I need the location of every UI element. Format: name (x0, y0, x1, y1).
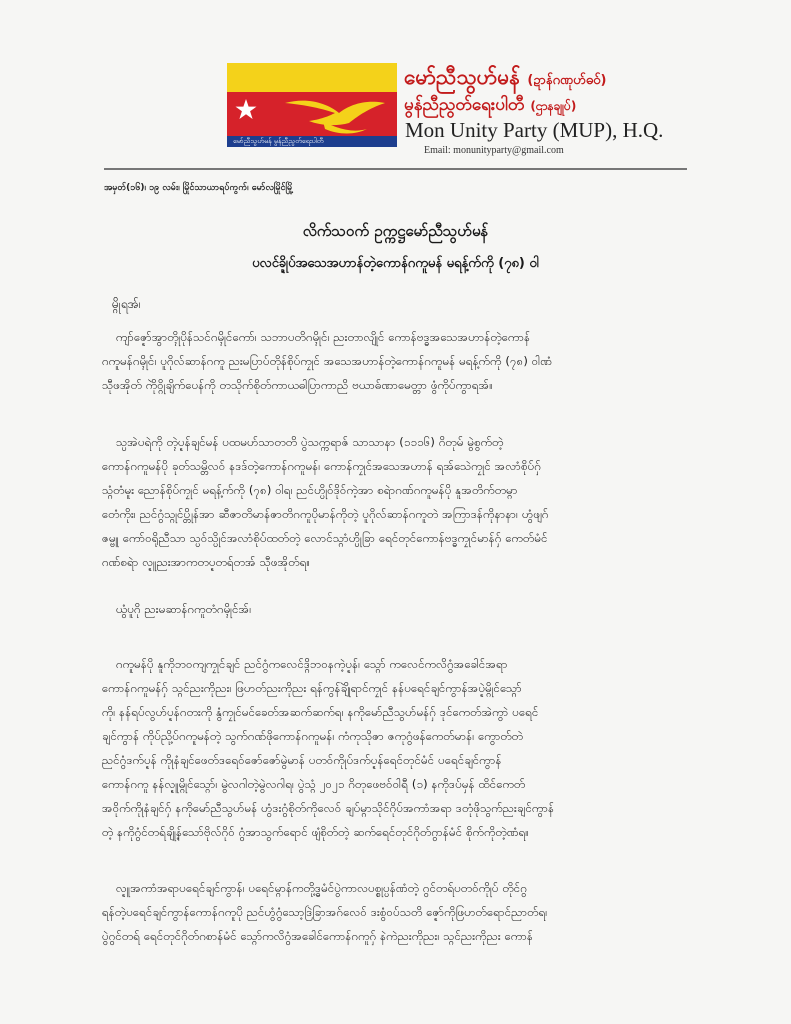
letter-subtitle: ပလင်ခ္ဍိုပ်အသေအဟာန်တဲ့ကောန်ဂကူမန် မရန့်က်ကို (၇၈) ဝါ (252, 256, 539, 271)
paragraph-4-line-7: အဝိုက်ကိုုနံချင်ဂှ် နကိုမော်ညီသွဟ်မန် ဟွံဒးဂွံစိုတ်ကိုလေဝ် ချပ်မ္ဂာသိုင်ဂိုပ်အကာံအရာ ဒတုံဖိုသွက်ညးချင်ကွာန် (102, 801, 555, 815)
paragraph-4-line-4: ချင်ကွာန် ကိုပ်ညို့ပ်ဂကူမန်တဲ့ သွက်ဂဏ်ဖိုကောန်ဂကူမန်၊ ကံကုသိုဇာ ဇကုဂွံဖန်ကေတ်မာန်၊ ကွောတ်တဲ (102, 729, 524, 743)
paragraph-4-line-1: ဂကူမန်ပို နူကိုဘဝကျကၠုင်ချင် ညင်ဂွံကလေင်ဒ္ဂိဘဝနကဲ့ပ္ဍန်၊ သ္ဂော် ကလေင်ကလိဂွံအခေါင်အရာ (116, 657, 508, 671)
org-name-english: Mon Unity Party (MUP), H.Q. (405, 118, 664, 142)
paragraph-1-line-3: သီုဖအိုတ် ကိုဲဝ္ဂိုချိက်ပေန်ကို တသိုက်စိုတ်ကာယဓါပြာကာညိ ဗယာဓ်ဏာမေတ္တာ ဖွံကိုပ်ကွာရအ်။ (102, 378, 493, 392)
org-email: Email: monunityparty@gmail.com (424, 145, 564, 156)
paragraph-2-line-3: သ္ဂံတံမူး ညောန်စိုပ်ကၠုင် မရန့်က်ကို (၇၈) ဝါရ၊ ညင်ဟ္ပိုဝ်ဒိုဝ်ကဲ့အာ စရဲာဂဏ်ဂကူမန်ပို နူအတိက်တမ္ဂာ (102, 483, 518, 497)
org-name-mon-subtitle: (ဍာန်ဂဏုဟ်ဓဝ်) (527, 73, 607, 88)
paragraph-2-line-6: ဂဏ်စရဲာ လ္ဍူညးအာကတပ္ဍတရ်တအ် သီုဖအိုတ်ရ။ (102, 555, 311, 569)
paragraph-5-line-1: လ္ဍူအကာံအရာပရေင်ချင်ကွာန်၊ ပရေင်မ္ဂာန်ကတို့ဒ္ဓမံင်ပွဲကာလပစ္စုပ္ပန်ဏံတဲ့ ဂွင်တရ်ပတဝ်ကိုုပ် တိုင်ဂွ (116, 881, 528, 895)
salutation: မ္ဂိုရအ်၊ (112, 297, 141, 311)
org-name-burmese-subtitle: (ဌာနချုပ်) (530, 99, 577, 113)
header-divider (104, 168, 687, 170)
party-flag-logo (227, 63, 397, 147)
paragraph-2-line-4: တေံကိုး၊ ညင်ဂွံသ္ဂုင်ပ္တိုန်အာ ဆီဇာတိမာန်ဇာတိဂကူပိုမာန်ကိုတဲ့ ပူဂိုလ်ဆာန်ဂကူတဲ အကြာဒန်ကိုနာနာ၊ ဟွံဖျဂ် (102, 507, 549, 521)
org-name-burmese (404, 94, 576, 119)
paragraph-1-line-2: ဂကူမန်ဂမ္ၚိုင်၊ ပူဂိုလ်ဆာန်ဂကူ ညးမပြာပ်တိုန်စိုပ်ကၠုင် အသေအဟာန်တဲ့ကောန်ဂကူမန် မရန့်က်ကို (၇၈) ဝါဏံ (102, 354, 553, 368)
paragraph-4-line-8: တဲ့ နကိုဂွံင်တရ်ချို့န်သော်ဗိုလ်ဂိုဝ် ဂွံအာသွက်ရောင် ဖျံစိုတ်တဲ့ ဆက်ရေင်တုင်ဂိုတ်ဂွာန်မံင် စိုက်ကိုတဲ့ဏံရ။ (102, 825, 529, 839)
paragraph-5-line-2: ရန်တဲ့ပရေင်ချင်ကွာန်ကောန်ဂကူပို ညင်ဟွံဂွံသော့ဒြဲခြာအဂ်လေဝ် ဒးစွံဝပ်သတိ ဇ္ဍော်ကိုဖြဟတ်ရောင်ညာတ်ရ၊ (102, 905, 548, 919)
paragraph-4-line-3: ကို၊ နန်ရပ်လွဟ်ပ္ဍန်ဂတးကို နွံကၠုင်မင်ခေတ်အဆက်ဆက်ရ၊ နကိုမော်ညီသွဟ်မန်ဂှ် ဒုင်ကေတ်အဲကွာဲ ပရေင် (102, 705, 539, 719)
paragraph-5-line-3: ပွဲဂွင်တရ် ရေင်တုင်ဂိုတ်ဂစာန်မံင် သ္ဂော်ကလိဂွံအခေါင်ကောန်ဂကူဂှ် နဲကဲညးကိုညး၊ သ္ဂင်ညးကိုညး ကောန် (102, 929, 534, 943)
logo-caption: မော်ညီသွဟ်မန် မွန်ညီညွတ်ရေးပါတီ (233, 137, 324, 145)
org-address: အမှတ်(၁၆)၊ ၁၉ လမ်း၊ မြိုင်သာယာရပ်ကွက်၊ မော်လမြိုင်မြို့ (104, 183, 294, 193)
paragraph-2-line-5: ဇမ္ဗူ ကော်ဝရိုညီသာ သ္ပဝ်သ္ပိုင်အလာံစိုပ်ထတ်တဲ့ လောင်သ္ဂာံဟ္ပိုခြာ ရေင်တုင်ကောန်ဗဒ္ဓကၠုင်မာန်ဂှ် ကေတ်မံင် (102, 531, 548, 545)
paragraph-1-line-1: ကျာ်ဇ္ဍော်အွာတ္ၚိုပိုန်သင်ဂမ္ၚိုင်ကော်၊ သဘာပတိဂမ္ၚိုင်၊ ညးတာလျိုၚ် ကောန်ဗဒ္ဓအသေအဟာန်တဲ့ကောန် (116, 330, 531, 344)
paragraph-4-line-5: ညင်ဂွံဒက်ပ္ဍန် ကိုုနံချင်ဖေတ်ဒရေဝ်ဇော်ဇော်မွဲမာန် ပတဝ်ကိုုပ်ဒက်ပ္ဍန်ရေင်တုင်မံင် ပရေင်ချင်ကွာန် (102, 753, 502, 767)
org-name-mon (404, 64, 606, 95)
paragraph-3-line-1: ယွံပူဂို ညးမဆာန်ဂကူတံဂမ္ၚိုင်အ်၊ (116, 602, 252, 616)
paragraph-2-line-2: ကောန်ဂကူမန်ပို ခုတ်သမ္တိလဝ် နဒဒ်တဲ့ကောန်ဂကူမန်၊ ကောန်ကၠုင်အသေအဟာန် ရအ်သေဲကၠုင် အလာံစိုပ်ဂှ် (102, 459, 542, 473)
paragraph-4-line-2: ကောန်ဂကူမန်ဂှ် သ္ဂင်ညးကိုညး၊ ဖြဟတ်ညးကိုညး ရန်ကွန်ချိုဲရာင်ကၠုင် နန်ပရေင်ချင်ကွာန်အပ္ဍဲမ္ဂိုင်သ္ဂော် (102, 681, 522, 695)
paragraph-4-line-6: ကောန်ဂကူ နန်လ္ဍူမ္ဂိုင်သ္ဂော်၊ မွဲလဂါတဲ့မွဲလဂါရ၊ ပွဲသ္ဂံ ၂၀၂၁ ဂိတုဖေဗဝ်ဝါရီ (၁) နကိုဒပ်မှန် ထိင်ကေတ် (102, 777, 526, 791)
paragraph-2-line-1: သ္ပအဲပရဲကို တ္ၚဲပ္ဍန်ချင်မန် ပထမဟ်သာတတိ ပွဲသက္ကရာဇ် သာသာနာ (၁၁၁၆) ဂိတုမ် မွဲစွက်တဲ့ (116, 435, 504, 449)
org-name-burmese-text: မွန်ညီညွတ်ရေးပါတီ (404, 95, 525, 115)
org-name-mon-text: မော်ညီသွဟ်မန် (404, 65, 521, 89)
letter-title: လိက်သဝက် ဥက္ကဋ္ဌမော်ညီသွဟ်မန် (302, 222, 489, 240)
